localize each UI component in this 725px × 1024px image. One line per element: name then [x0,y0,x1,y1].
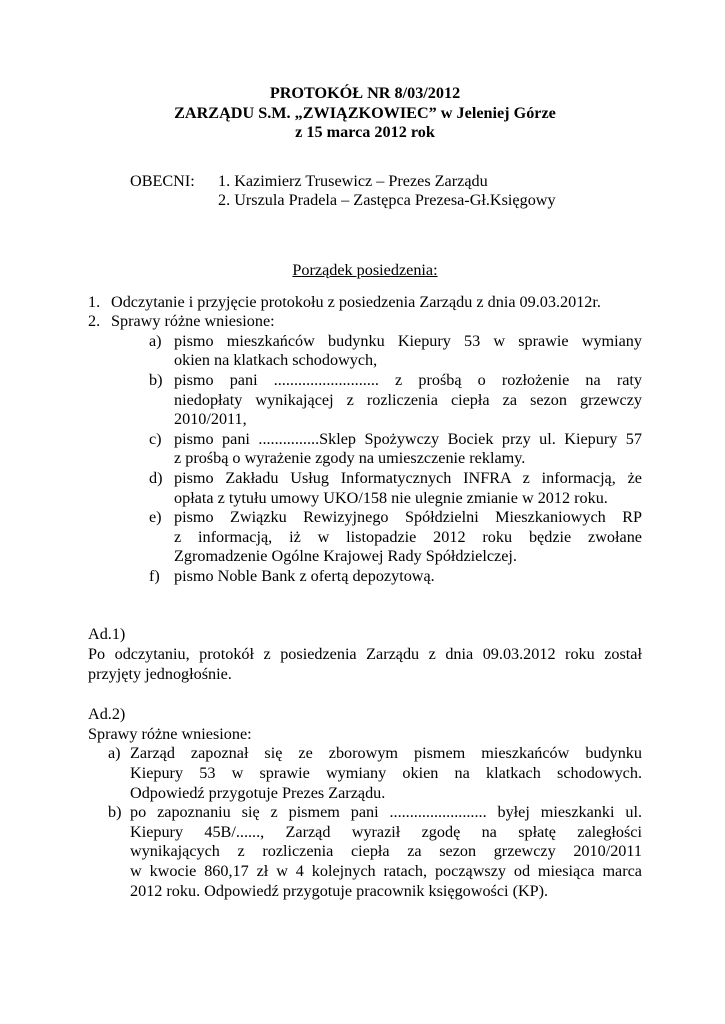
agenda-list [88,293,642,587]
text-line: niedopłaty wynikającej z rozliczenia ciepła za sezon grzewczy [174,390,642,409]
ad2-item-text [130,744,642,803]
text-line: okien na klatkach schodowych, [174,351,378,370]
ad1-paragraph [88,645,642,684]
ad2-item [108,744,642,803]
agenda-subitem-text [174,430,642,469]
agenda-subitem [149,567,642,587]
agenda-subitem-letter: e) [149,508,162,527]
text-line: pismo Zakładu Usług Informatycznych INFRA z informacją, że [174,468,642,487]
attendee: 2. Urszula Pradela – Zastępca Prezesa-Gł.Księgowy [218,191,556,210]
text-line: Zgromadzenie Ogólne Krajowej Rady Spółdzielczej. [174,547,517,566]
agenda-item [88,293,642,313]
protocol-date: z 15 marca 2012 rok [295,123,435,142]
ad1-heading: Ad.1) [88,625,126,644]
agenda-title: Porządek posiedzenia: [292,260,438,279]
text-line: pismo Noble Bank z ofertą depozytową. [174,566,435,585]
text-line: pismo Związku Rewizyjnego Spółdzielni Mieszkaniowych RP [174,508,642,527]
text-line: pismo pani .......................... z prośbą o rozłożenie na raty [174,370,642,389]
agenda-subitem-letter: c) [149,429,162,448]
agenda-subitem-letter: d) [149,468,163,487]
protocol-number: PROTOKÓŁ NR 8/03/2012 [269,84,461,102]
text-line: Zarząd zapoznał się ze zborowym pismem mieszkańców budynku [130,744,642,763]
ad2-item-letter: a) [108,744,121,763]
ad2-list [108,744,642,901]
attendees-label: OBECNI: [130,171,195,190]
agenda-subitem [149,332,642,371]
text-line: pismo mieszkańców budynku Kiepury 53 w sprawie wymiany [174,331,642,350]
agenda-subitem-text [174,508,642,567]
text-line: Odpowiedź przygotuje Prezes Zarządu. [130,783,386,802]
text-line: wynikających z rozliczenia ciepła za sezon grzewczy 2010/2011 [130,842,642,861]
agenda-subitem-text [174,332,642,371]
agenda-subitems [149,332,642,587]
agenda-subitem-letter: f) [149,566,160,585]
ad2-item-letter: b) [108,803,122,822]
agenda-item-number: 1. [88,292,101,311]
text-line: Kiepury 45B/......, Zarząd wyraził zgodę na spłatę zaległości [130,822,642,841]
document-header [88,84,642,143]
agenda-subitem-letter: b) [149,370,163,389]
board-name: ZARZĄDU S.M. „ZWIĄZKOWIEC” w Jeleniej Górze [174,103,556,122]
agenda-item-text: Odczytanie i przyjęcie protokołu z posiedzenia Zarządu z dnia 09.03.2012r. [111,292,601,311]
ad2-heading: Ad.2) [88,705,126,724]
text-line: Kiepury 53 w sprawie wymiany okien na klatkach schodowych. [130,764,642,783]
text-line: opłata z tytułu umowy UKO/158 nie ulegnie zmianie w 2012 roku. [174,488,608,507]
ad2-item [108,803,642,901]
attendee: 1. Kazimierz Trusewicz – Prezes Zarządu [218,171,488,190]
attendees-section [88,172,642,211]
agenda-subitem-text [174,469,642,508]
agenda-subitem [149,371,642,430]
text-line: z prośbą o wyrażenie zgody na umieszczenie reklamy. [174,449,526,468]
agenda-subitem [149,469,642,508]
agenda-item-number: 2. [88,312,101,331]
agenda-item [88,312,642,332]
ad2-item-text [130,803,642,901]
text-line: 2010/2011, [174,410,247,429]
ad2-intro: Sprawy różne wniesione: [88,724,252,743]
text-line: w kwocie 860,17 zł w 4 kolejnych ratach, począwszy od miesiąca marca [130,862,642,880]
attendees-list [218,172,556,211]
agenda-subitem-text [174,567,642,587]
text-line: po zapoznaniu się z pismem pani ........................ byłej mieszkanki ul. [130,803,642,822]
agenda-item-text: Sprawy różne wniesione: [111,312,275,331]
agenda-subitem [149,508,642,567]
agenda-subitem-text [174,371,642,430]
text-line: Po odczytaniu, protokół z posiedzenia Zarządu z dnia 09.03.2012 roku został [88,645,642,664]
agenda-subitem-letter: a) [149,331,162,350]
text-line: pismo pani ...............Sklep Spożywczy Bociek przy ul. Kiepury 57 [174,429,642,448]
agenda-subitem [149,430,642,469]
text-line: przyjęty jednogłośnie. [88,664,232,683]
text-line: z informacją, iż w listopadzie 2012 roku będzie zwołane [174,527,642,546]
text-line: 2012 roku. Odpowiedź przygotuje pracownik księgowości (KP). [130,881,549,900]
document-page [88,84,642,901]
